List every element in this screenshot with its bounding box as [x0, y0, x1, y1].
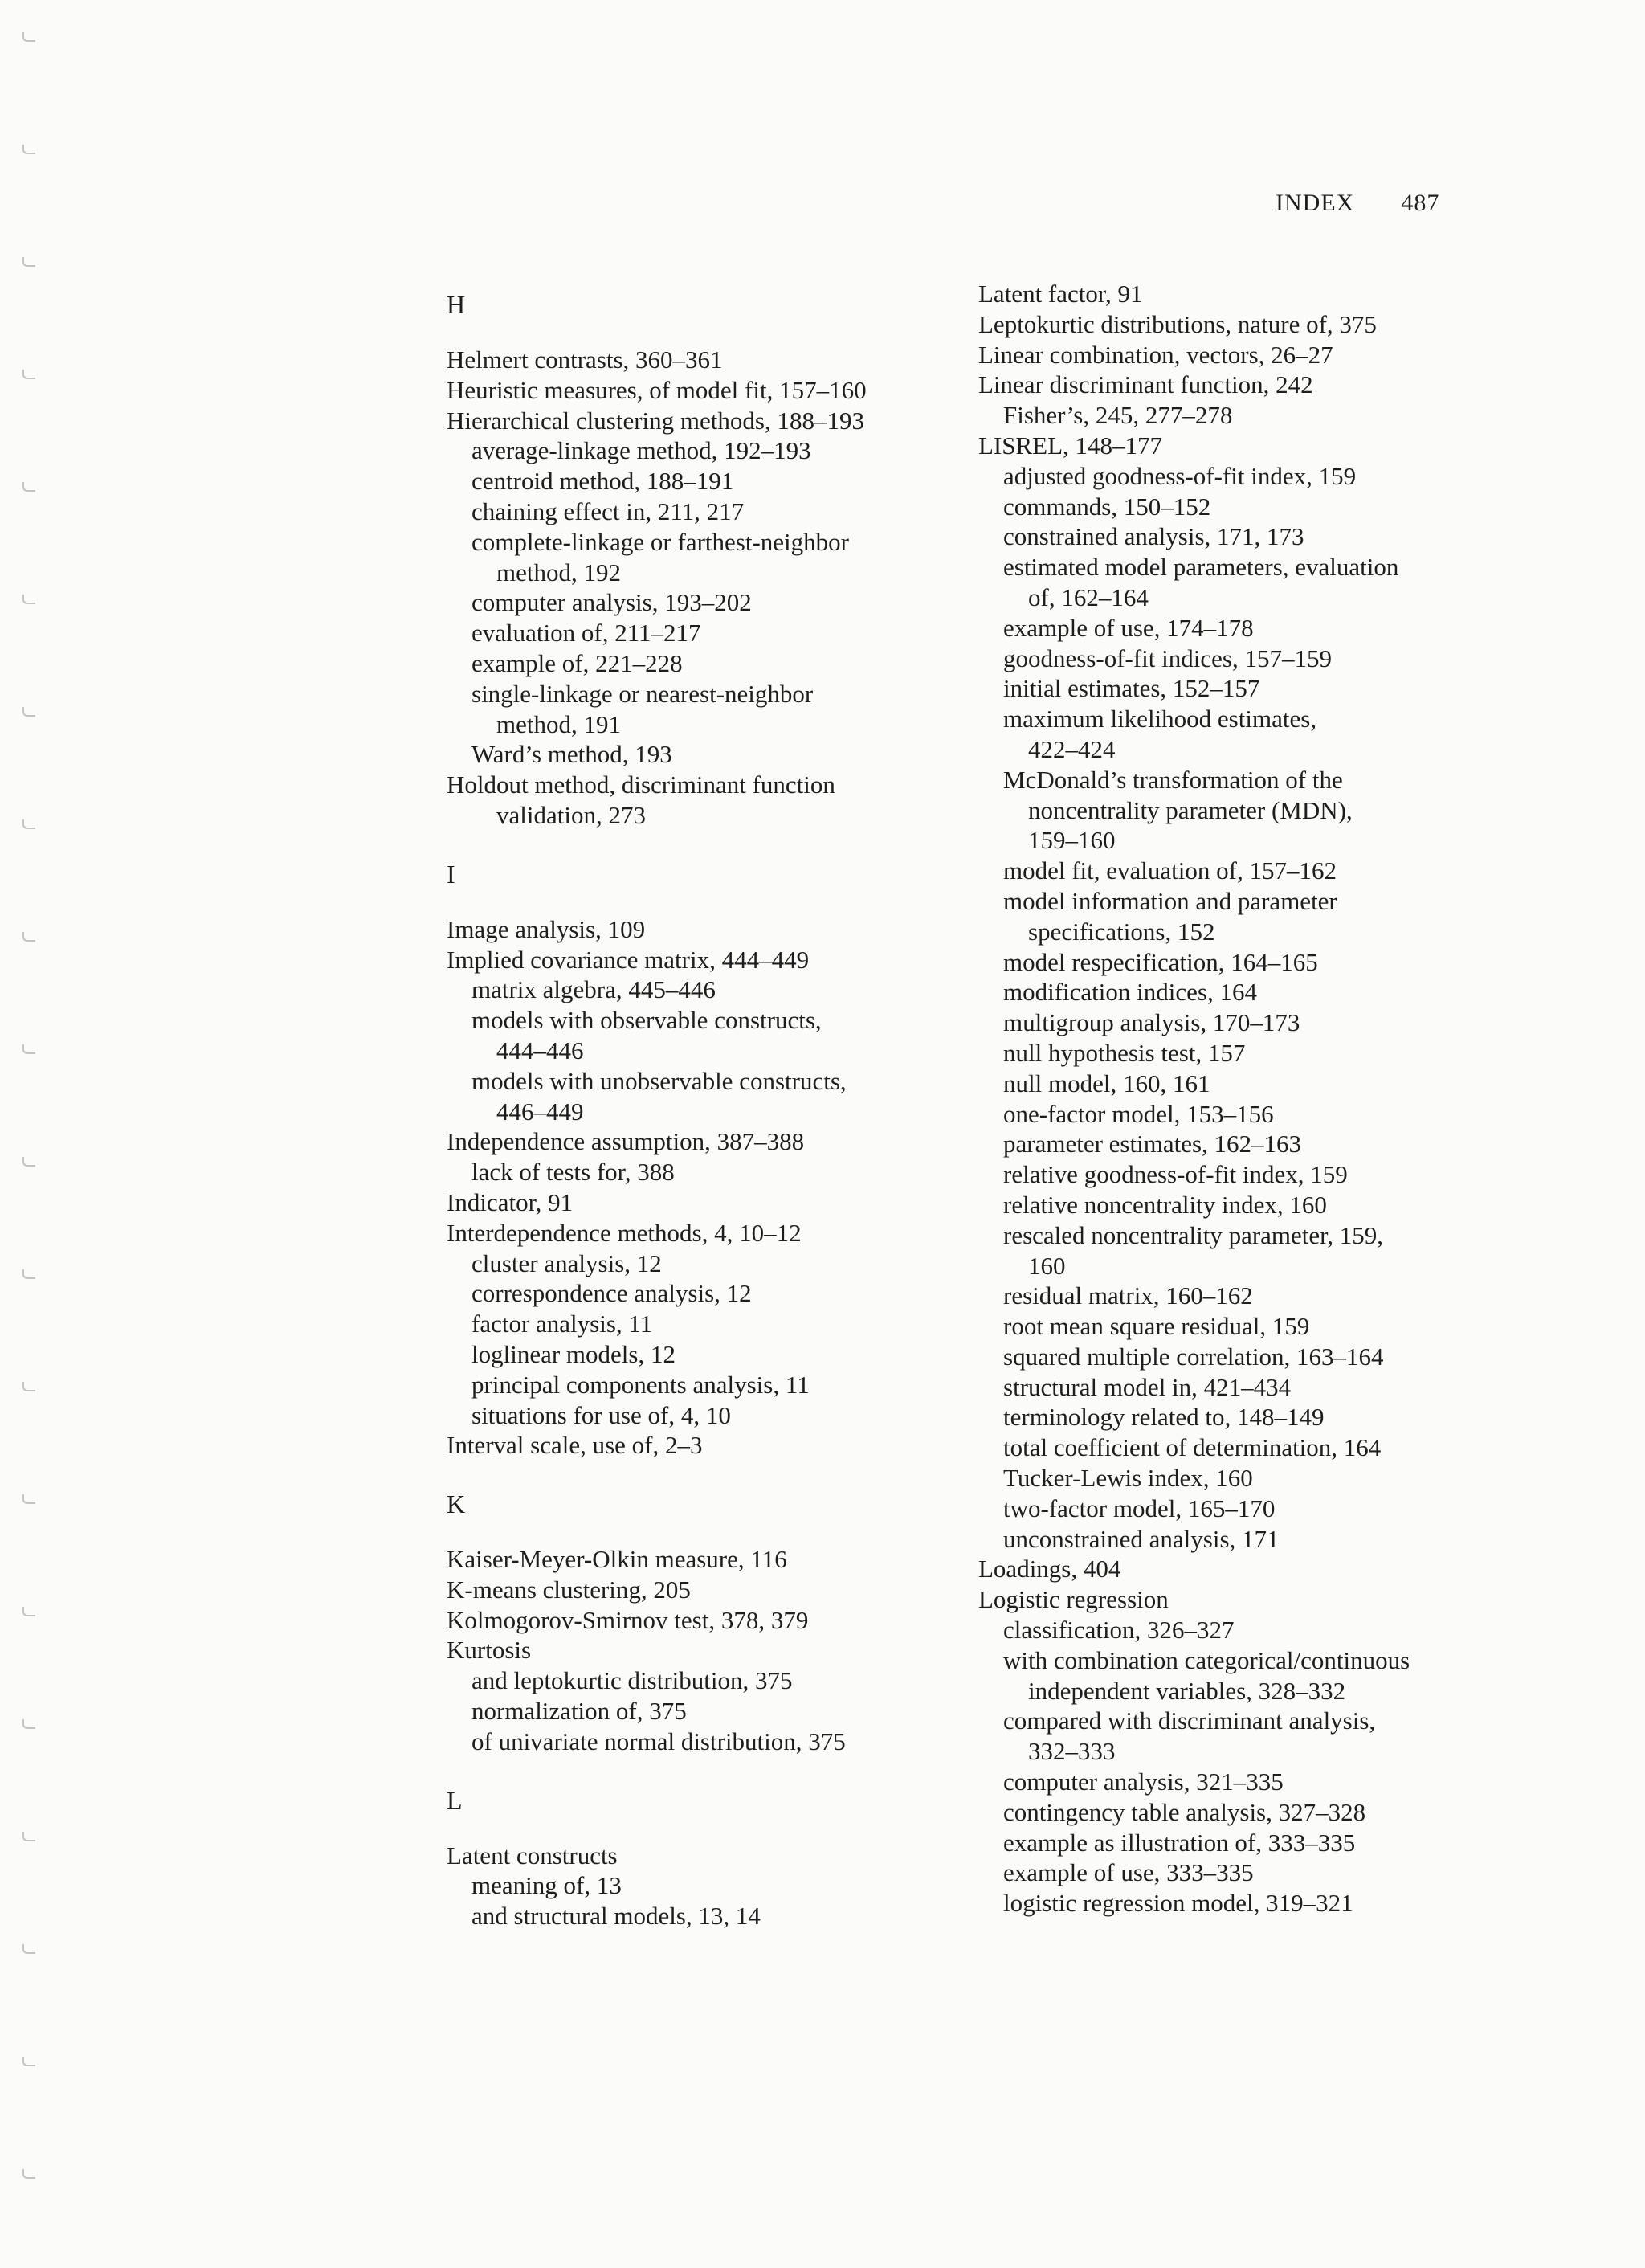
running-head — [1276, 190, 1439, 217]
index-subentry: model fit, evaluation of, 157–162 — [1003, 856, 1337, 885]
index-entry: Implied covariance matrix, 444–449 — [447, 945, 810, 974]
index-subentry: and structural models, 13, 14 — [471, 1902, 761, 1931]
index-entry: Holdout method, discriminant function — [447, 770, 835, 799]
index-subentry: example as illustration of, 333–335 — [1003, 1828, 1356, 1857]
index-entry: Helmert contrasts, 360–361 — [447, 345, 723, 374]
index-entry: Kaiser-Meyer-Olkin measure, 116 — [447, 1545, 787, 1574]
index-column-right — [978, 279, 1476, 1919]
index-entry: Kolmogorov-Smirnov test, 378, 379 — [447, 1605, 809, 1634]
index-subentry: commands, 150–152 — [1003, 492, 1211, 521]
index-subentry: compared with discriminant analysis, — [1003, 1706, 1376, 1735]
index-subentry: total coefficient of determination, 164 — [1003, 1433, 1382, 1462]
index-entry: Independence assumption, 387–388 — [447, 1127, 805, 1156]
index-entry: Heuristic measures, of model fit, 157–160 — [447, 375, 867, 404]
index-subentry: specifications, 152 — [1028, 917, 1215, 946]
index-subentry: 446–449 — [496, 1097, 584, 1126]
index-subentry: rescaled noncentrality parameter, 159, — [1003, 1220, 1384, 1249]
index-subentry: terminology related to, 148–149 — [1003, 1403, 1325, 1432]
section-letter: L — [447, 1785, 463, 1815]
index-subentry: chaining effect in, 211, 217 — [471, 497, 745, 525]
index-subentry: example of use, 333–335 — [1003, 1858, 1254, 1887]
index-entry: Kurtosis — [447, 1636, 532, 1665]
page-number: 487 — [1401, 190, 1440, 216]
index-subentry: with combination categorical/continuous — [1003, 1645, 1410, 1674]
index-subentry: 422–424 — [1028, 734, 1116, 763]
index-subentry: situations for use of, 4, 10 — [471, 1400, 731, 1429]
index-subentry: evaluation of, 211–217 — [471, 619, 701, 648]
index-subentry: maximum likelihood estimates, — [1003, 705, 1317, 734]
index-subentry: 332–333 — [1028, 1737, 1116, 1766]
index-subentry: two-factor model, 165–170 — [1003, 1494, 1276, 1522]
index-subentry: initial estimates, 152–157 — [1003, 674, 1260, 703]
index-subentry: of univariate normal distribution, 375 — [471, 1727, 846, 1755]
index-subentry: null model, 160, 161 — [1003, 1069, 1210, 1097]
index-subentry: McDonald’s transformation of the — [1003, 765, 1343, 794]
index-subentry: model information and parameter — [1003, 886, 1337, 915]
index-subentry: Fisher’s, 245, 277–278 — [1003, 401, 1233, 430]
index-subentry: one-factor model, 153–156 — [1003, 1099, 1274, 1128]
index-subentry: parameter estimates, 162–163 — [1003, 1130, 1302, 1159]
index-subentry: normalization of, 375 — [471, 1697, 687, 1726]
index-entry: Linear combination, vectors, 26–27 — [978, 340, 1333, 369]
index-subentry: modification indices, 164 — [1003, 978, 1257, 1007]
index-subentry: example of, 221–228 — [471, 648, 683, 677]
index-entry: LISREL, 148–177 — [978, 431, 1163, 460]
index-entry: K-means clustering, 205 — [447, 1575, 691, 1604]
index-entry: Hierarchical clustering methods, 188–193 — [447, 406, 864, 435]
index-subentry: method, 191 — [496, 709, 621, 738]
index-subentry: logistic regression model, 319–321 — [1003, 1889, 1353, 1918]
index-subentry: and leptokurtic distribution, 375 — [471, 1666, 793, 1695]
index-subentry: model respecification, 164–165 — [1003, 947, 1318, 976]
index-entry: Leptokurtic distributions, nature of, 375 — [978, 309, 1377, 338]
running-head-title: INDEX — [1276, 190, 1355, 216]
index-subentry: relative goodness-of-fit index, 159 — [1003, 1160, 1348, 1189]
index-entry: Image analysis, 109 — [447, 914, 646, 943]
index-subentry: factor analysis, 11 — [471, 1310, 653, 1338]
index-subentry: null hypothesis test, 157 — [1003, 1038, 1246, 1067]
section-letter: K — [447, 1490, 466, 1519]
binding-marks — [22, 0, 32, 2268]
index-entry: Latent constructs — [447, 1841, 618, 1870]
index-subentry: 444–446 — [496, 1036, 584, 1065]
index-subentry: cluster analysis, 12 — [471, 1248, 662, 1277]
index-subentry: root mean square residual, 159 — [1003, 1312, 1310, 1341]
index-subentry: Ward’s method, 193 — [471, 740, 672, 769]
index-entry: Latent factor, 91 — [978, 280, 1143, 308]
index-subentry: lack of tests for, 388 — [471, 1158, 675, 1187]
index-subentry: correspondence analysis, 12 — [471, 1279, 752, 1308]
index-subentry: 160 — [1028, 1251, 1066, 1280]
index-subentry: contingency table analysis, 327–328 — [1003, 1797, 1366, 1826]
index-subentry: models with observable constructs, — [471, 1006, 822, 1035]
index-subentry: classification, 326–327 — [1003, 1616, 1235, 1645]
index-subentry: models with unobservable constructs, — [471, 1066, 847, 1095]
index-subentry: average-linkage method, 192–193 — [471, 436, 811, 465]
index-subentry: squared multiple correlation, 163–164 — [1003, 1342, 1384, 1371]
index-entry: Indicator, 91 — [447, 1187, 574, 1216]
index-subentry: principal components analysis, 11 — [471, 1370, 810, 1399]
index-subentry: meaning of, 13 — [471, 1871, 622, 1900]
index-entry: Linear discriminant function, 242 — [978, 370, 1313, 399]
index-subentry: loglinear models, 12 — [471, 1339, 676, 1368]
index-subentry: complete-linkage or farthest-neighbor — [471, 527, 849, 556]
index-subentry: example of use, 174–178 — [1003, 613, 1254, 642]
index-subentry: multigroup analysis, 170–173 — [1003, 1008, 1300, 1037]
section-letter: I — [447, 859, 455, 889]
index-subentry: estimated model parameters, evaluation — [1003, 553, 1399, 582]
index-subentry: matrix algebra, 445–446 — [471, 975, 716, 1004]
index-subentry: computer analysis, 321–335 — [1003, 1767, 1284, 1796]
index-subentry: independent variables, 328–332 — [1028, 1676, 1346, 1705]
index-entry: Interdependence methods, 4, 10–12 — [447, 1218, 802, 1247]
index-subentry: validation, 273 — [496, 800, 646, 829]
index-entry: Logistic regression — [978, 1585, 1169, 1614]
index-subentry: constrained analysis, 171, 173 — [1003, 522, 1304, 551]
index-subentry: method, 192 — [496, 558, 621, 586]
index-subentry: 159–160 — [1028, 826, 1116, 855]
section-letter: H — [447, 290, 466, 319]
index-subentry: noncentrality parameter (MDN), — [1028, 795, 1353, 824]
index-subentry: centroid method, 188–191 — [471, 467, 734, 496]
index-subentry: relative noncentrality index, 160 — [1003, 1190, 1327, 1219]
index-subentry: of, 162–164 — [1028, 582, 1149, 611]
index-subentry: single-linkage or nearest-neighbor — [471, 679, 814, 708]
index-subentry: goodness-of-fit indices, 157–159 — [1003, 644, 1332, 672]
index-subentry: Tucker-Lewis index, 160 — [1003, 1464, 1253, 1493]
index-entry: Loadings, 404 — [978, 1555, 1121, 1584]
index-subentry: structural model in, 421–434 — [1003, 1372, 1292, 1401]
index-subentry: adjusted goodness-of-fit index, 159 — [1003, 461, 1357, 490]
index-entry: Interval scale, use of, 2–3 — [447, 1431, 703, 1460]
index-column-left — [447, 288, 945, 1931]
index-subentry: residual matrix, 160–162 — [1003, 1281, 1253, 1310]
index-subentry: unconstrained analysis, 171 — [1003, 1524, 1280, 1553]
index-subentry: computer analysis, 193–202 — [471, 588, 752, 617]
